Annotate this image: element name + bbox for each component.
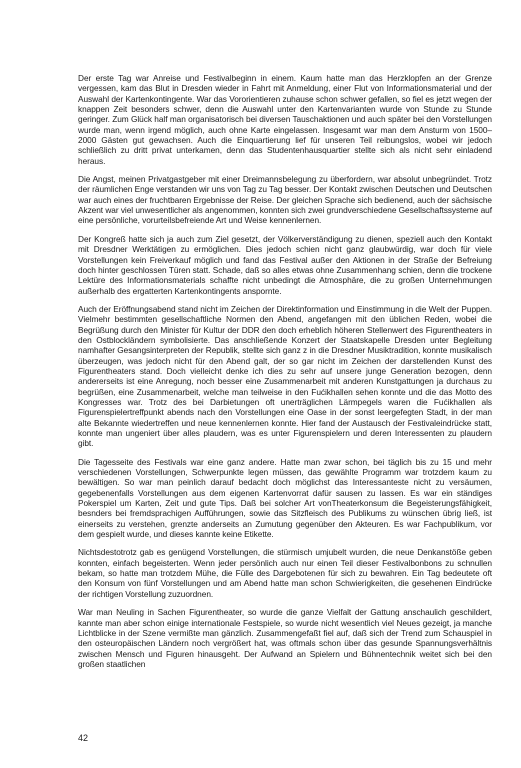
paragraph-privatgastgeber: Die Angst, meinen Privatgastgeber mit einer Dreimannsbelegung zu überfordern, war absolut unbegründet. Trotz der räumlichen Enge verstanden wir uns von Tag zu Tag besser. Der Kontakt zwischen Deutschen und Deutschen war auch eines der fruchtbaren Ergebnisse der Reise. Der gleichen Sprache sich bedienend, auch der sächsische Akzent war viel unwesentlicher als angenommen, konnten sich zwei grundverschiedene Gesellschaftssysteme auf eine persönliche, vorurteilsbefreiende Art und Weise kennenlernen.	[78, 174, 492, 226]
paragraph-tagesseite: Die Tagesseite des Festivals war eine ganz andere. Hatte man zwar schon, bei täglich bis zu 15 und mehr verschiedenen Vorstellungen, Schwerpunkte legen müssen, das gewählte Programm war trotzdem kaum zu bewältigen. So war man peinlich darauf bedacht doch möglichst das Interessanteste nicht zu versäumen, gegebenenfalls Vorstellungen aus dem eigenen Kartenvorrat dafür sausen zu lassen. Es war ein ständiges Pokerspiel um Karten, Zeit und gute Tips. Daß bei solcher Art vonTheaterkonsum die Begeisterungsfähigkeit, besnders bei fremdsprachigen Aufführungen, sowie das Sitzfleisch des Publikums zu wünschen übrig ließ, ist einerseits zu verstehen, grenzte anderseits an Zumutung gegenüber den Akteuren. Es war Fachpublikum, vor dem gespielt wurde, und dieses kannte keine Etikette.	[78, 456, 492, 540]
page-number: 42	[78, 733, 89, 743]
paragraph-kongress: Der Kongreß hatte sich ja auch zum Ziel gesetzt, der Völkerverständigung zu dienen, speziell auch den Kontakt mit Dresdner Werktätigen zu ermöglichen. Dies jedoch schien nicht ganz glaubwürdig, war doch für viele Vorstellungen kein Freiverkauf möglich und fand das Festival außer den Aktionen in der Straße der Befreiung doch hinter geschlossen Türen statt. Schade, daß so alles etwas ohne Zusammenhang schien, denn die trockene Lektüre des Informationsmaterials schaffte nicht unbedingt die Atmosphäre, die zu großen Unternehmungen außerhalb des ergatterten Kartenkontingents anspornte.	[78, 233, 492, 296]
paragraph-nichtsdestotrotz: Nichtsdestotrotz gab es genügend Vorstellungen, die stürmisch umjubelt wurden, die neue Denkanstöße geben konnten, einfach begeisterten. Wenn jeder persönlich auch nur einen Teil dieser Festivalbonbons zu schnullen bekam, so hatte man trotzdem Mühe, die Fülle des Dargebotenen für sich zu bewahren. Ein Tag bedeutete oft den Konsum von fünf Vorstellungen und am Abend hatte man schon Schwierigkeiten, die gesehenen Eindrücke der richtigen Vorstellung zuzuordnen.	[78, 547, 492, 599]
paragraph-neuling: War man Neuling in Sachen Figurentheater, so wurde die ganze Vielfalt der Gattung anschaulich geschildert, kannte man aber schon einige internationale Festspiele, so wurde nicht wesentlich viel Neues gezeigt, ja manche Lichtblicke in der Szene vermißte man gänzlich. Zusammengefaßt fiel auf, daß sich der Trend zum Schauspiel in den osteuropäischen Ländern noch vergrößert hat, was oftmals schon über das gesunde Spannungsverhältnis zwischen Mensch und Figuren hinausgeht. Der Aufwand an Spielern und Bühnentechnik weitet sich bei den großen staatlichen	[78, 607, 492, 669]
paragraph-anreise: Der erste Tag war Anreise und Festivalbeginn in einem. Kaum hatte man das Herzklopfen an der Grenze vergessen, kam das Blut in Dresden wieder in Fahrt mit Anmeldung, einer Flut von Informationsmaterial und der Auswahl der Kartenkontingente. War das Vororientieren zuhause schon schwer gefallen, so fiel es jetzt wegen der knappen Zeit besonders schwer, denn die Auswahl unter den Kartenvarianten wurde von Stunde zu Stunde geringer. Zum Glück half man organisatorisch bei diversen Tauschaktionen und auch später bei den Vorstellungen wurde man, wenn irgend möglich, auch ohne Karte eingelassen. Insgesamt war man dem Ansturm von 1500–2000 Gästen gut gewachsen. Auch die Einquartierung lief für unseren Teil reibungslos, wobei wir jedoch schließlich zu dritt privat unterkamen, denn das Studentenhausquartier stellte sich als nicht sehr einladend heraus.	[78, 73, 492, 166]
paragraph-eroeffnungsabend: Auch der Eröffnungsabend stand nicht im Zeichen der Direktinformation und Einstimmung in die Welt der Puppen. Vielmehr bestimmten gesellschaftliche Normen den Abend, angefangen mit den üblichen Reden, wobei die Begrüßung durch den Minister für Kultur der DDR den doch erheblich höheren Stellenwert des Figurentheaters in den Ostblockländern symbolisierte. Das anschließende Konzert der Staatskapelle Dresden unter Begleitung namhafter Gesangsinterpreten der Republik, stellte sich ganz z in die Dresdner Musiktradition, konnte musikalisch überzeugen, was jedoch nicht für den Abend galt, der so gar nicht im Zeichen der darstellenden Kunst des Figurentheaters stand. Doch vielleicht denke ich dies zu sehr auf unsere junge Generation bezogen, denn andererseits ist eine Anregung, noch besser eine Zusammenarbeit mit anderen Kunstgattungen ja durchaus zu begrüßen, eine Zusammenarbeit, welche man teilweise in den Fućikhallen sehen konnte und die das Motto des Kongresses war. Trotz des bei Darbietungen oft unerträglichen Lärmpegels waren die Fućikhallen als Figurenspielertreffpunkt abends nach den Vorstellungen eine Oase in der sonst leergefegten Stadt, in der man alte Bekannte wiedertreffen und neue kennenlernen konnte. Hier fand der Austausch der Festivaleindrücke statt, konnte man ungeniert über alles plaudern, was es unter Figurenspielern und deren Interessenten zu plaudern gibt.	[78, 303, 492, 449]
body-text	[78, 73, 492, 677]
